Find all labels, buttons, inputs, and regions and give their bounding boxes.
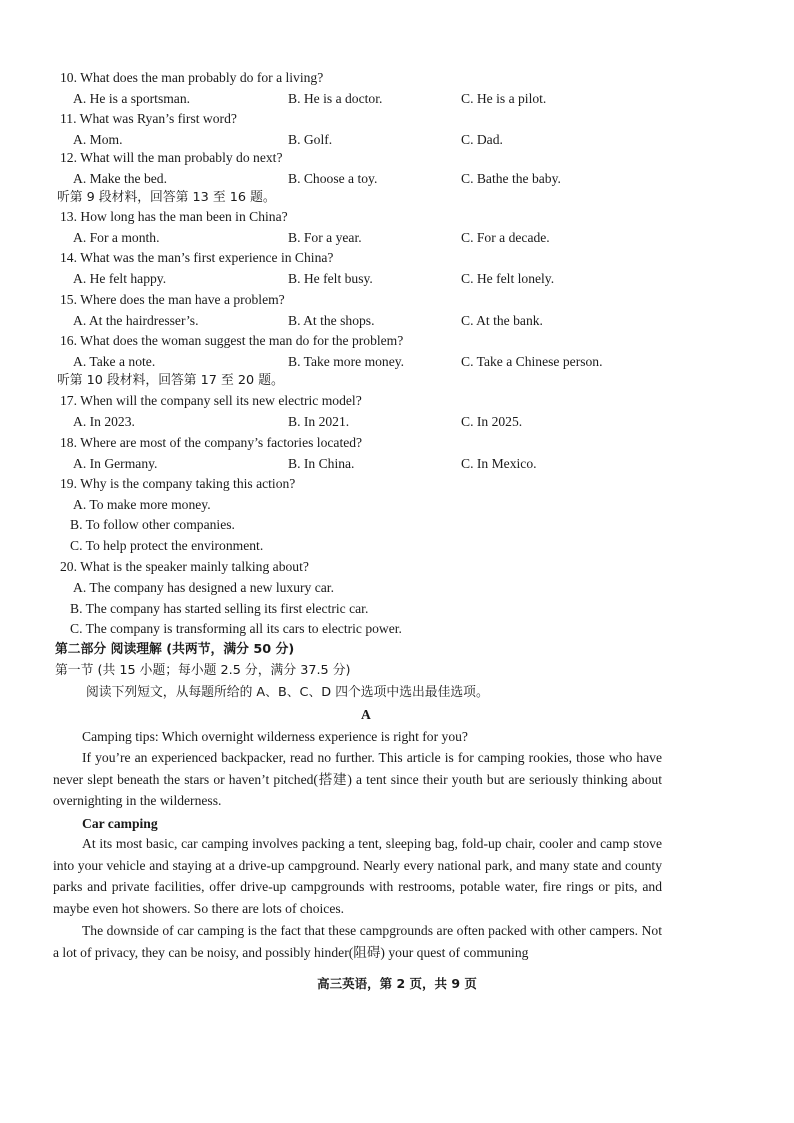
- question-11-option-a: A. Mom.: [73, 132, 123, 147]
- question-12-option-c: C. Bathe the baby.: [461, 171, 561, 186]
- question-16-option-b: B. Take more money.: [288, 354, 405, 369]
- question-19-option-c: C. To help protect the environment.: [70, 538, 264, 553]
- question-17-option-c: C. In 2025.: [461, 414, 523, 429]
- question-10-stem: 10. What does the man probably do for a living?: [60, 70, 324, 85]
- question-11-stem: 11. What was Ryan’s first word?: [60, 111, 237, 126]
- reading-instruction: 阅读下列短文，从每题所给的 A、B、C、D 四个选项中选出最佳选项。: [86, 685, 489, 700]
- question-17-option-a: A. In 2023.: [73, 414, 135, 429]
- question-20-stem: 20. What is the speaker mainly talking about?: [60, 559, 309, 574]
- passage-label: A: [361, 707, 371, 722]
- part-two-title: 第二部分 阅读理解 (共两节，满分 50 分): [55, 642, 295, 657]
- question-10-option-b: B. He is a doctor.: [288, 91, 383, 106]
- section-one-title: 第一节 (共 15 小题；每小题 2.5 分，满分 37.5 分): [55, 663, 351, 678]
- question-13-stem: 13. How long has the man been in China?: [60, 209, 288, 224]
- page-footer: 高三英语，第 2 页，共 9 页: [317, 976, 477, 991]
- question-11-option-b: B. Golf.: [288, 132, 333, 147]
- question-10-option-a: A. He is a sportsman.: [73, 91, 191, 106]
- question-18-option-c: C. In Mexico.: [461, 456, 537, 471]
- passage-paragraph-3: The downside of car camping is the fact that these campgrounds are often packed with other campers. Not a lot of privacy, they can be noisy, and possibly hinder(阻碍) your quest of communing: [53, 923, 662, 960]
- question-19-option-b: B. To follow other companies.: [70, 517, 235, 532]
- question-13-option-a: A. For a month.: [73, 230, 160, 245]
- question-20-option-a: A. The company has designed a new luxury car.: [73, 580, 334, 595]
- question-11-option-c: C. Dad.: [461, 132, 503, 147]
- question-17-stem: 17. When will the company sell its new electric model?: [60, 393, 362, 408]
- passage-paragraph-2: At its most basic, car camping involves packing a tent, sleeping bag, fold-up chair, cooler and camp stove into your vehicle and staying at a drive-up campground. Nearly every national park, and many state and county parks and private facilities, offer drive-up campgrounds with restrooms, potable water, fire rings or pits, and maybe even hot showers. So there are lots of choices.: [53, 836, 662, 916]
- question-19-option-a: A. To make more money.: [73, 497, 211, 512]
- question-13-option-c: C. For a decade.: [461, 230, 550, 245]
- question-14-option-a: A. He felt happy.: [73, 271, 167, 286]
- question-12-option-b: B. Choose a toy.: [288, 171, 378, 186]
- question-19-stem: 19. Why is the company taking this action?: [60, 476, 296, 491]
- passage-title: Camping tips: Which overnight wilderness experience is right for you?: [82, 729, 468, 744]
- question-10-option-c: C. He is a pilot.: [461, 91, 547, 106]
- question-12-stem: 12. What will the man probably do next?: [60, 150, 283, 165]
- question-14-option-b: B. He felt busy.: [288, 271, 373, 286]
- question-18-option-b: B. In China.: [288, 456, 355, 471]
- passage-paragraph-1: If you’re an experienced backpacker, read no further. This article is for camping rookies, those who have never slept beneath the stars or haven’t pitched(搭建) a tent since their youth but are seriously thinking about overnighting in the wilderness.: [53, 750, 662, 808]
- question-16-option-c: C. Take a Chinese person.: [461, 354, 603, 369]
- section-9-instruction: 听第 9 段材料，回答第 13 至 16 题。: [57, 190, 276, 205]
- question-15-option-a: A. At the hairdresser’s.: [73, 313, 199, 328]
- question-13-option-b: B. For a year.: [288, 230, 362, 245]
- question-14-option-c: C. He felt lonely.: [461, 271, 555, 286]
- section-10-instruction: 听第 10 段材料，回答第 17 至 20 题。: [57, 373, 284, 388]
- question-20-option-c: C. The company is transforming all its cars to electric power.: [70, 621, 402, 636]
- question-16-stem: 16. What does the woman suggest the man do for the problem?: [60, 333, 404, 348]
- question-17-option-b: B. In 2021.: [288, 414, 350, 429]
- question-18-stem: 18. Where are most of the company’s factories located?: [60, 435, 363, 450]
- question-15-stem: 15. Where does the man have a problem?: [60, 292, 285, 307]
- question-20-option-b: B. The company has started selling its first electric car.: [70, 601, 369, 616]
- question-16-option-a: A. Take a note.: [73, 354, 156, 369]
- question-12-option-a: A. Make the bed.: [73, 171, 167, 186]
- question-14-stem: 14. What was the man’s first experience in China?: [60, 250, 334, 265]
- question-15-option-b: B. At the shops.: [288, 313, 375, 328]
- question-15-option-c: C. At the bank.: [461, 313, 543, 328]
- question-18-option-a: A. In Germany.: [73, 456, 158, 471]
- passage-subheading: Car camping: [82, 816, 158, 831]
